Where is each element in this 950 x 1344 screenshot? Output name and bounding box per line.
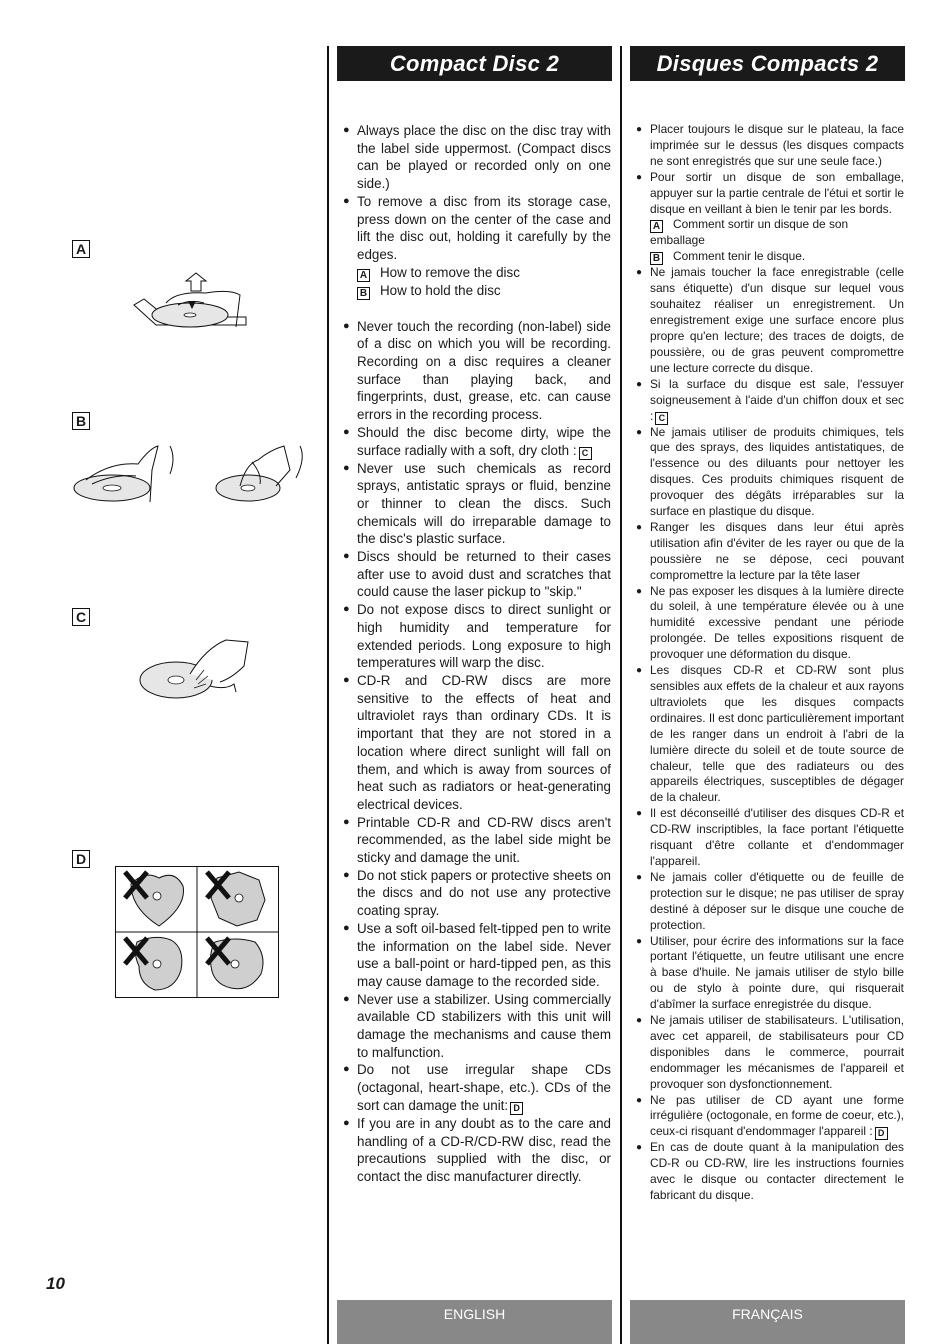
caption-text: How to remove the disc (380, 264, 520, 280)
list-item: ● Les disques CD-R et CD-RW sont plus sensibles aux effets de la chaleur et aux rayons ultraviolets que les disques compacts ordinaires. Il est donc particulièrement important de les ranger dans un endroit à l'abri de la lumière directe du soleil et de toute source de chaleur, telle que des radiateurs ou des appareils électriques, susceptibles de dégager de la chaleur. (634, 663, 904, 806)
list-item: ● En cas de doute quant à la manipulation des CD-R ou CD-RW, lire les instructions fournies avec le disque ou contacter directement le fabricant du disque. (634, 1140, 904, 1204)
figure-ref: D (875, 1127, 888, 1140)
list-item: ● Use a soft oil-based felt-tipped pen to write the information on the label side. Never use a ball-point or hard-tipped pen, as this may cause damage to the recorded side. (341, 920, 611, 991)
wipe-disc-illustration (136, 630, 256, 710)
item-text: Do not use irregular shape CDs (octagonal, heart-shape, etc.). CDs of the sort can damage the unit: (357, 1062, 611, 1113)
list-item (634, 1093, 904, 1141)
list-item: ● Ne jamais coller d'étiquette ou de feuille de protection sur le disque; ne pas utiliser de spray destiné à déposer sur le disque une couche de protection. (634, 870, 904, 934)
caption-label: A (357, 269, 370, 282)
left-column-divider (327, 46, 329, 1344)
figure-c-label: C (72, 608, 90, 626)
list-item: ● Discs should be returned to their cases after use to avoid dust and scratches that could cause the laser pickup to "skip." (341, 548, 611, 601)
english-section-title: Compact Disc 2 (337, 46, 612, 81)
list-item (341, 1061, 611, 1114)
french-column (634, 122, 904, 1204)
caption-label: B (650, 252, 663, 265)
figure-a-label: A (72, 240, 90, 258)
right-column-divider (620, 46, 622, 1344)
remove-disc-illustration (126, 265, 256, 345)
list-item: ● Pour sortir un disque de son emballage, appuyer sur la partie centrale de l'étui et sortir le disque en veillant à bien le tenir par les bords. (634, 170, 904, 218)
list-item: ● To remove a disc from its storage case, press down on the center of the case and lift the disc out, holding it carefully by the edges. (341, 193, 611, 264)
list-item: ● Ne jamais utiliser de stabilisateurs. L'utilisation, avec cet appareil, de stabilisateurs pour CD disponibles dans le commerce, pourrait endommager les mécanismes de l'appareil et provoquer son dysfonctionnement. (634, 1013, 904, 1093)
list-item: ● If you are in any doubt as to the care and handling of a CD-R/CD-RW disc, read the precautions supplied with the disc, or contact the disc manufacturer directly. (341, 1115, 611, 1186)
english-column (341, 122, 611, 1186)
figure-a-caption (341, 264, 611, 282)
list-item: ● Placer toujours le disque sur le plateau, la face imprimée sur le dessus (les disques compacts ne sont enregistrés que sur une seule face.) (634, 122, 904, 170)
figure-ref: C (655, 412, 668, 425)
list-item: ● Ne jamais toucher la face enregistrable (celle sans étiquette) d'un disque sur lequel vous souhaitez réaliser un enregistrement. Un enregistrement exige une surface encore plus propre qu'en lecture; des traces de doigts, de poussière, ou de gras peuvent compromettre une lecture correcte du disque. (634, 265, 904, 376)
figure-b-caption (634, 249, 904, 265)
list-item: ● Never use a stabilizer. Using commercially available CD stabilizers with this unit will damage the mechanisms and cause them to malfunction. (341, 991, 611, 1062)
list-item: ● Il est déconseillé d'utiliser des disques CD-R et CD-RW inscriptibles, la face portant l'étiquette risquant d'être collante et d'endommager l'appareil. (634, 806, 904, 870)
caption-text: Comment sortir un disque de son emballage (650, 217, 849, 248)
list-item: ● CD-R and CD-RW discs are more sensitive to the effects of heat and ultraviolet rays than ordinary CDs. It is important that they are not stored in a location where direct sunlight will fall on them, and which is away from sources of heat such as radiators or heat-generating electrical devices. (341, 672, 611, 814)
caption-label: A (650, 220, 663, 233)
list-item (341, 424, 611, 460)
list-item: ● Ranger les disques dans leur étui après utilisation afin d'éviter de les rayer ou que de la poussière ne se dépose, ceci pouvant compromettre la lecture par la tête laser (634, 520, 904, 584)
list-item: ● Do not stick papers or protective sheets on the discs and do not use any protective coating spray. (341, 867, 611, 920)
figure-a-caption (634, 217, 904, 249)
list-item (634, 377, 904, 425)
irregular-disc-grid-illustration (115, 866, 279, 998)
caption-label: B (357, 287, 370, 300)
french-section-title: Disques Compacts 2 (630, 46, 905, 81)
item-text: Si la surface du disque est sale, l'essuyer soigneusement à l'aide d'un chiffon doux et sec : (650, 376, 904, 423)
page-number: 10 (46, 1274, 65, 1293)
item-text: Ne pas utiliser de CD ayant une forme irrégulière (octogonale, en forme de coeur, etc.), ceux-ci risquant d'endommager l'appareil : (650, 1092, 904, 1139)
caption-text: Comment tenir le disque. (673, 249, 806, 264)
list-item: ● Always place the disc on the disc tray with the label side uppermost. (Compact discs can be played or recorded only on one side.) (341, 122, 611, 193)
list-item: ● Ne jamais utiliser de produits chimiques, tels que des sprays, des liquides antistatiques, de l'essence ou des diluants pour nettoyer les disques. Ces produits chimiques risquent de provoquer des dégâts irréparables sur la surface en plastique du disque. (634, 425, 904, 520)
item-text: Should the disc become dirty, wipe the surface radially with a soft, dry cloth : (357, 424, 611, 458)
figure-ref: D (510, 1102, 523, 1115)
list-item: ● Printable CD-R and CD-RW discs aren't recommended, as the label side might be sticky and damage the unit. (341, 814, 611, 867)
list-item: ● Never touch the recording (non-label) side of a disc on which you will be recording. Recording on a disc requires a cleaner surface than playing back, and fingerprints, dust, grease, etc. can cause errors in the recording process. (341, 318, 611, 424)
list-item: ● Utiliser, pour écrire des informations sur la face portant l'étiquette, un feutre utilisant une encre à base d'huile. Ne jamais utiliser de stylo bille ou de stylo à pointe dure, qui risquerait d'abîmer la surface enregistrée du disque. (634, 934, 904, 1014)
figure-ref: C (579, 447, 592, 460)
figure-b-caption (341, 282, 611, 300)
list-item: ● Ne pas exposer les disques à la lumière directe du soleil, à une température élevée ou à une humidité excessive pendant une période prolongée. De telles expositions risquent de provoquer une déformation du disque. (634, 584, 904, 664)
french-language-tab: FRANÇAIS (630, 1300, 905, 1344)
hold-disc-illustration (70, 440, 310, 510)
list-item: ● Do not expose discs to direct sunlight or high humidity and temperature for extended periods. Long exposure to high temperatures will warp the disc. (341, 601, 611, 672)
english-language-tab: ENGLISH (337, 1300, 612, 1344)
list-item: ● Never use such chemicals as record sprays, antistatic sprays or fluid, benzine or thinner to clean the discs. Such chemicals will do irreparable damage to the disc's plastic surface. (341, 460, 611, 549)
figure-b-label: B (72, 412, 90, 430)
figure-d-label: D (72, 850, 90, 868)
caption-text: How to hold the disc (380, 282, 501, 298)
